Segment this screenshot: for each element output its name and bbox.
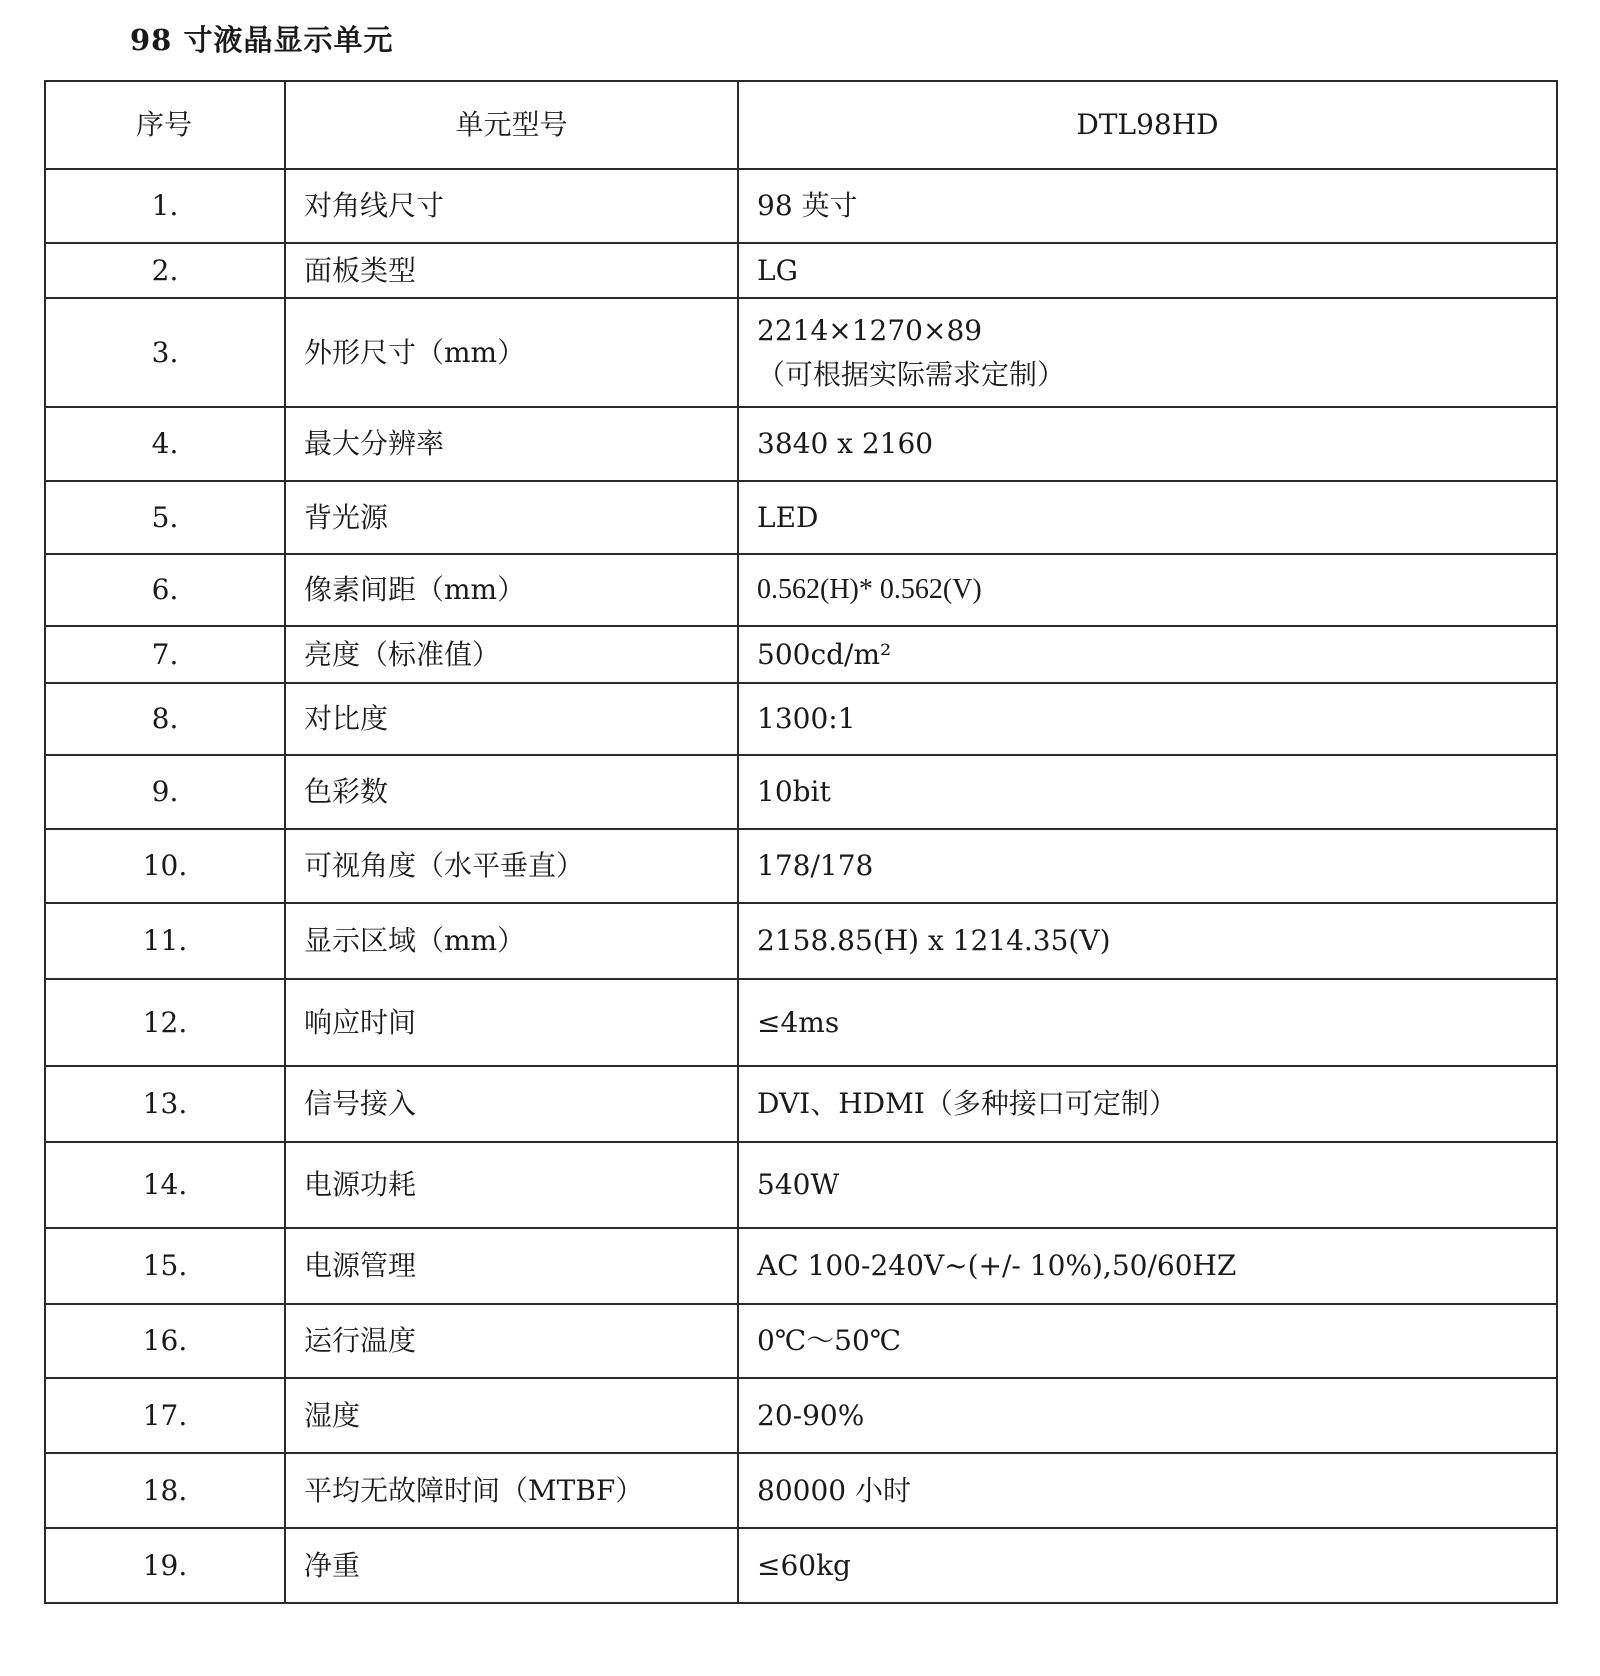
table-row	[45, 979, 1557, 1066]
table-row	[45, 554, 1557, 626]
row-value: 10bit	[738, 755, 1557, 829]
row-param: 信号接入	[285, 1066, 738, 1142]
row-index: 19.	[45, 1528, 285, 1603]
row-value: 178/178	[738, 829, 1557, 903]
row-value: 98 英寸	[738, 169, 1557, 243]
row-index: 6.	[45, 554, 285, 626]
table-row	[45, 1142, 1557, 1228]
row-value: DVI、HDMI（多种接口可定制）	[738, 1066, 1557, 1142]
document-title: 98 寸液晶显示单元	[130, 23, 394, 57]
table-row	[45, 169, 1557, 243]
row-value: 2158.85(H) x 1214.35(V)	[738, 903, 1557, 979]
table-row	[45, 243, 1557, 298]
row-index: 4.	[45, 407, 285, 481]
row-index: 15.	[45, 1228, 285, 1304]
row-param: 响应时间	[285, 979, 738, 1066]
row-param: 可视角度（水平垂直）	[285, 829, 738, 903]
row-param: 对比度	[285, 683, 738, 755]
row-value	[738, 298, 1557, 407]
row-param: 电源管理	[285, 1228, 738, 1304]
row-param: 显示区域（mm）	[285, 903, 738, 979]
row-param: 净重	[285, 1528, 738, 1603]
row-index: 10.	[45, 829, 285, 903]
row-value: 540W	[738, 1142, 1557, 1228]
row-index: 3.	[45, 298, 285, 407]
row-index: 17.	[45, 1378, 285, 1453]
table-row	[45, 298, 1557, 407]
row-param: 背光源	[285, 481, 738, 554]
row-param: 像素间距（mm）	[285, 554, 738, 626]
row-index: 2.	[45, 243, 285, 298]
row-index: 13.	[45, 1066, 285, 1142]
row-value: ≤4ms	[738, 979, 1557, 1066]
table-row	[45, 1304, 1557, 1378]
customization-note: （可根据实际需求定制）	[757, 357, 1066, 391]
row-value: 20-90%	[738, 1378, 1557, 1453]
header-index: 序号	[45, 81, 285, 169]
row-index: 18.	[45, 1453, 285, 1528]
row-value: 0℃～50℃	[738, 1304, 1557, 1378]
table-row	[45, 683, 1557, 755]
row-index: 9.	[45, 755, 285, 829]
row-index: 7.	[45, 626, 285, 683]
table-row	[45, 407, 1557, 481]
row-index: 14.	[45, 1142, 285, 1228]
outer-dimensions-value: 2214×1270×89	[757, 314, 983, 348]
row-param: 湿度	[285, 1378, 738, 1453]
header-param: 单元型号	[285, 81, 738, 169]
row-value: 80000 小时	[738, 1453, 1557, 1528]
table-row	[45, 481, 1557, 554]
row-param: 电源功耗	[285, 1142, 738, 1228]
row-param: 面板类型	[285, 243, 738, 298]
row-index: 12.	[45, 979, 285, 1066]
header-value: DTL98HD	[738, 81, 1557, 169]
row-index: 16.	[45, 1304, 285, 1378]
row-param: 运行温度	[285, 1304, 738, 1378]
row-index: 1.	[45, 169, 285, 243]
row-param: 色彩数	[285, 755, 738, 829]
row-value: AC 100-240V~(+/- 10%),50/60HZ	[738, 1228, 1557, 1304]
row-value: LED	[738, 481, 1557, 554]
row-index: 8.	[45, 683, 285, 755]
table-row	[45, 1528, 1557, 1603]
table-row	[45, 626, 1557, 683]
row-value: ≤60kg	[738, 1528, 1557, 1603]
table-row	[45, 1378, 1557, 1453]
row-index: 11.	[45, 903, 285, 979]
row-index: 5.	[45, 481, 285, 554]
row-value: 500cd/m²	[738, 626, 1557, 683]
table-row	[45, 755, 1557, 829]
table-row	[45, 1453, 1557, 1528]
table-row	[45, 829, 1557, 903]
row-param: 平均无故障时间（MTBF）	[285, 1453, 738, 1528]
row-value: 1300:1	[738, 683, 1557, 755]
row-param: 对角线尺寸	[285, 169, 738, 243]
row-value: LG	[738, 243, 1557, 298]
table-row	[45, 1228, 1557, 1304]
spec-table	[44, 80, 1558, 1604]
table-row	[45, 1066, 1557, 1142]
row-value: 0.562(H)* 0.562(V)	[738, 554, 1557, 626]
row-param: 外形尺寸（mm）	[285, 298, 738, 407]
table-header-row	[45, 81, 1557, 169]
row-value: 3840 x 2160	[738, 407, 1557, 481]
table-row	[45, 903, 1557, 979]
row-param: 亮度（标准值）	[285, 626, 738, 683]
row-param: 最大分辨率	[285, 407, 738, 481]
